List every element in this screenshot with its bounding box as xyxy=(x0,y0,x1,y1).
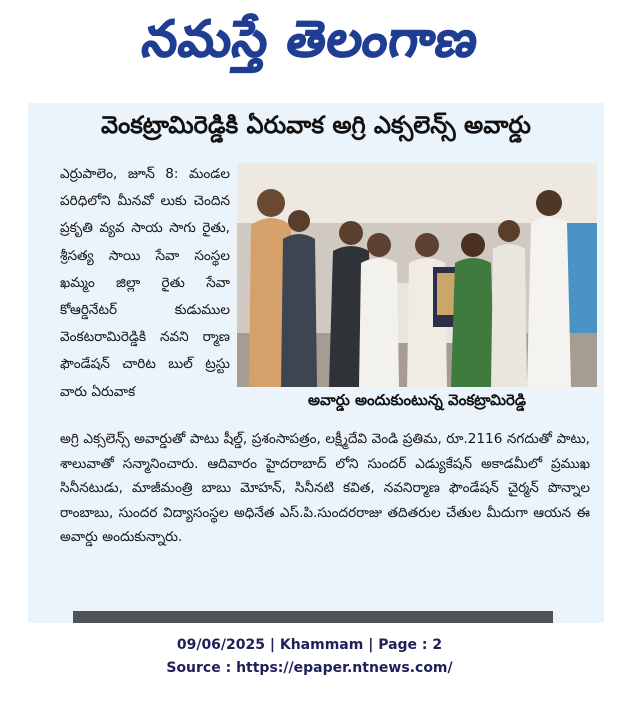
article-headline: వెంకట్రామిరెడ్డికి ఏరువాక అగ్రి ఎక్సలెన్స్ అవార్డు xyxy=(101,111,531,139)
masthead-logo xyxy=(0,0,619,90)
news-clipping xyxy=(28,103,604,623)
footer-source-link[interactable]: Source : https://epaper.ntnews.com/ xyxy=(166,660,453,676)
award-ceremony-photo xyxy=(237,163,597,387)
cut-off-next-headline xyxy=(73,611,553,623)
article-photo xyxy=(237,163,597,387)
article-body-continued: అగ్రి ఎక్సలెన్స్ అవార్డుతో పాటు షీల్డ్, ప్రశంసాపత్రం, లక్ష్మీదేవి వెండి ప్రతిమ, రూ.2116 నగదుతో పాటు, శాలువాతో సన్మానించారు. ఆదివారం హైదరాబాద్ లోని సుందర్ ఎడ్యుకేషన్ అకాడమీలో ప్రముఖ సినీనటుడు, మాజీమంత్రి బాబు మోహన్, సినీనటి కవిత, నవనిర్మాణ ఫౌండేషన్ చైర్మన్ పొన్నాల రాంబాబు, సుందర విద్యాసంస్థల అధినేత ఎస్.పి.సుందరరాజు తదితరుల చేతుల మీదుగా ఆయన ఈ అవార్డు అందుకున్నారు. xyxy=(60,431,590,545)
photo-caption: అవార్డు అందుకుంటున్న వెంకట్రామిరెడ్డి xyxy=(308,391,526,409)
clipping-footer xyxy=(0,634,619,680)
article-body-column: ఎర్రుపాలెం, జూన్ 8: మండల పరిధిలోని మీనవో లుకు చెందిన ప్రకృతి వ్యవ సాయ సాగు రైతు, శ్రీసత్య సాయి సేవా సంస్థల ఖమ్మం జిల్లా రైతు సేవా కోఆర్డినేటర్ కుడుముల వెంకటరామిరెడ్డికి నవని ర్మాణ ఫౌండేషన్ చారిట బుల్ ట్రస్టు వారు ఏరువాక xyxy=(60,166,230,400)
footer-date-edition-page: 09/06/2025 | Khammam | Page : 2 xyxy=(176,637,443,653)
masthead-title: నమస్తే తెలంగాణ xyxy=(138,9,483,68)
